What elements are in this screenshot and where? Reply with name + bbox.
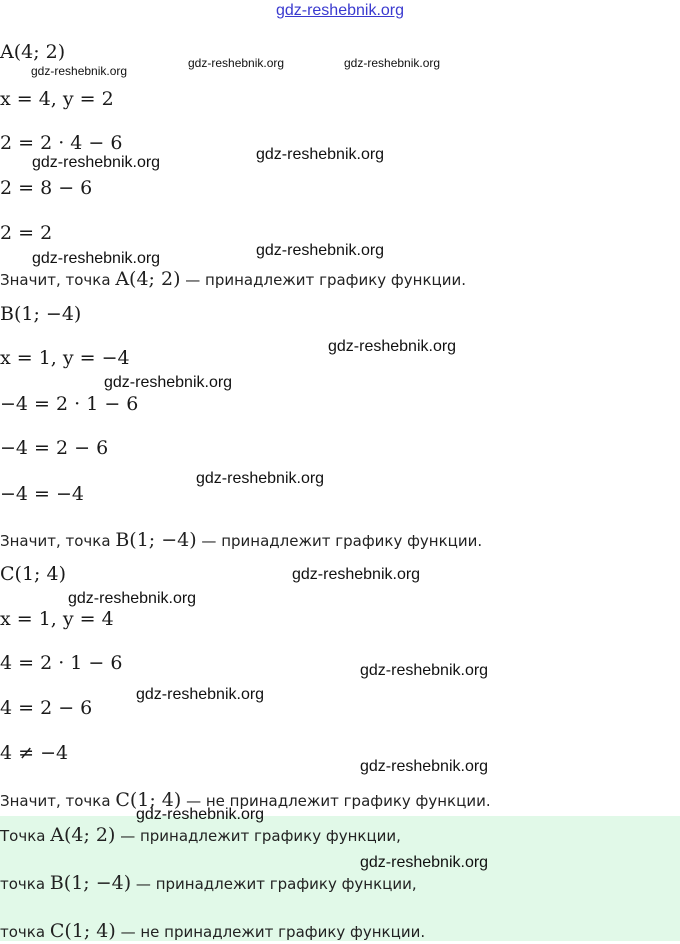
- conclusion-point: C(1; 4): [115, 789, 182, 811]
- watermark: gdz-reshebnik.org: [31, 64, 128, 78]
- summary-suffix: — не принадлежит графику функции.: [120, 923, 426, 941]
- conclusion-suffix: — принадлежит графику функции.: [201, 532, 483, 550]
- summary-prefix: Точка: [0, 827, 46, 845]
- conclusion-prefix: Значит, точка: [0, 792, 111, 810]
- conclusion-point: A(4; 2): [115, 268, 181, 290]
- point-a-eq1: 2 = 2 · 4 − 6: [0, 132, 123, 154]
- conclusion-suffix: — не принадлежит графику функции.: [186, 792, 491, 810]
- conclusion-prefix: Значит, точка: [0, 532, 111, 550]
- summary-line-1: [0, 823, 401, 848]
- summary-suffix: — принадлежит графику функции,: [120, 827, 401, 845]
- watermark: gdz-reshebnik.org: [32, 154, 161, 171]
- point-a-conclusion: [0, 267, 466, 292]
- point-b-xy: x = 1, y = −4: [0, 347, 130, 369]
- watermark: gdz-reshebnik.org: [360, 854, 489, 871]
- point-b-conclusion: [0, 528, 482, 553]
- watermark: gdz-reshebnik.org: [136, 806, 265, 823]
- watermark: gdz-reshebnik.org: [360, 758, 489, 775]
- watermark: gdz-reshebnik.org: [256, 242, 385, 259]
- point-b-eq1: −4 = 2 · 1 − 6: [0, 393, 139, 415]
- watermark: gdz-reshebnik.org: [360, 662, 489, 679]
- watermark: gdz-reshebnik.org: [136, 686, 265, 703]
- watermark: gdz-reshebnik.org: [328, 338, 457, 355]
- summary-point: C(1; 4): [49, 920, 116, 942]
- watermark: gdz-reshebnik.org: [292, 566, 421, 583]
- summary-point: B(1; −4): [49, 872, 132, 894]
- conclusion-point: B(1; −4): [115, 529, 197, 551]
- watermark: gdz-reshebnik.org: [32, 250, 161, 267]
- summary-suffix: — принадлежит графику функции,: [135, 875, 417, 893]
- point-a-eq3: 2 = 2: [0, 222, 53, 244]
- conclusion-prefix: Значит, точка: [0, 271, 111, 289]
- point-a-heading: A(4; 2): [0, 41, 66, 63]
- point-c-xy: x = 1, y = 4: [0, 608, 114, 630]
- watermark: gdz-reshebnik.org: [68, 590, 197, 607]
- watermark: gdz-reshebnik.org: [196, 470, 325, 487]
- summary-prefix: точка: [0, 923, 46, 941]
- watermark: gdz-reshebnik.org: [188, 56, 285, 70]
- watermark: gdz-reshebnik.org: [344, 56, 441, 70]
- point-b-eq2: −4 = 2 − 6: [0, 437, 109, 459]
- point-c-eq2: 4 = 2 − 6: [0, 697, 93, 719]
- watermark: gdz-reshebnik.org: [256, 146, 385, 163]
- summary-line-2: [0, 871, 417, 896]
- conclusion-suffix: — принадлежит графику функции.: [185, 271, 466, 289]
- point-a-eq2: 2 = 8 − 6: [0, 177, 93, 199]
- site-link[interactable]: gdz-reshebnik.org: [275, 2, 405, 19]
- point-c-heading: C(1; 4): [0, 563, 66, 585]
- point-a-xy: x = 4, y = 2: [0, 88, 114, 110]
- point-c-eq3: 4 ≠ −4: [0, 742, 69, 764]
- watermark: gdz-reshebnik.org: [104, 374, 233, 391]
- summary-point: A(4; 2): [50, 824, 116, 846]
- summary-line-3: [0, 919, 425, 944]
- point-b-heading: B(1; −4): [0, 303, 82, 325]
- summary-prefix: точка: [0, 875, 46, 893]
- point-b-eq3: −4 = −4: [0, 483, 85, 505]
- point-c-eq1: 4 = 2 · 1 − 6: [0, 652, 123, 674]
